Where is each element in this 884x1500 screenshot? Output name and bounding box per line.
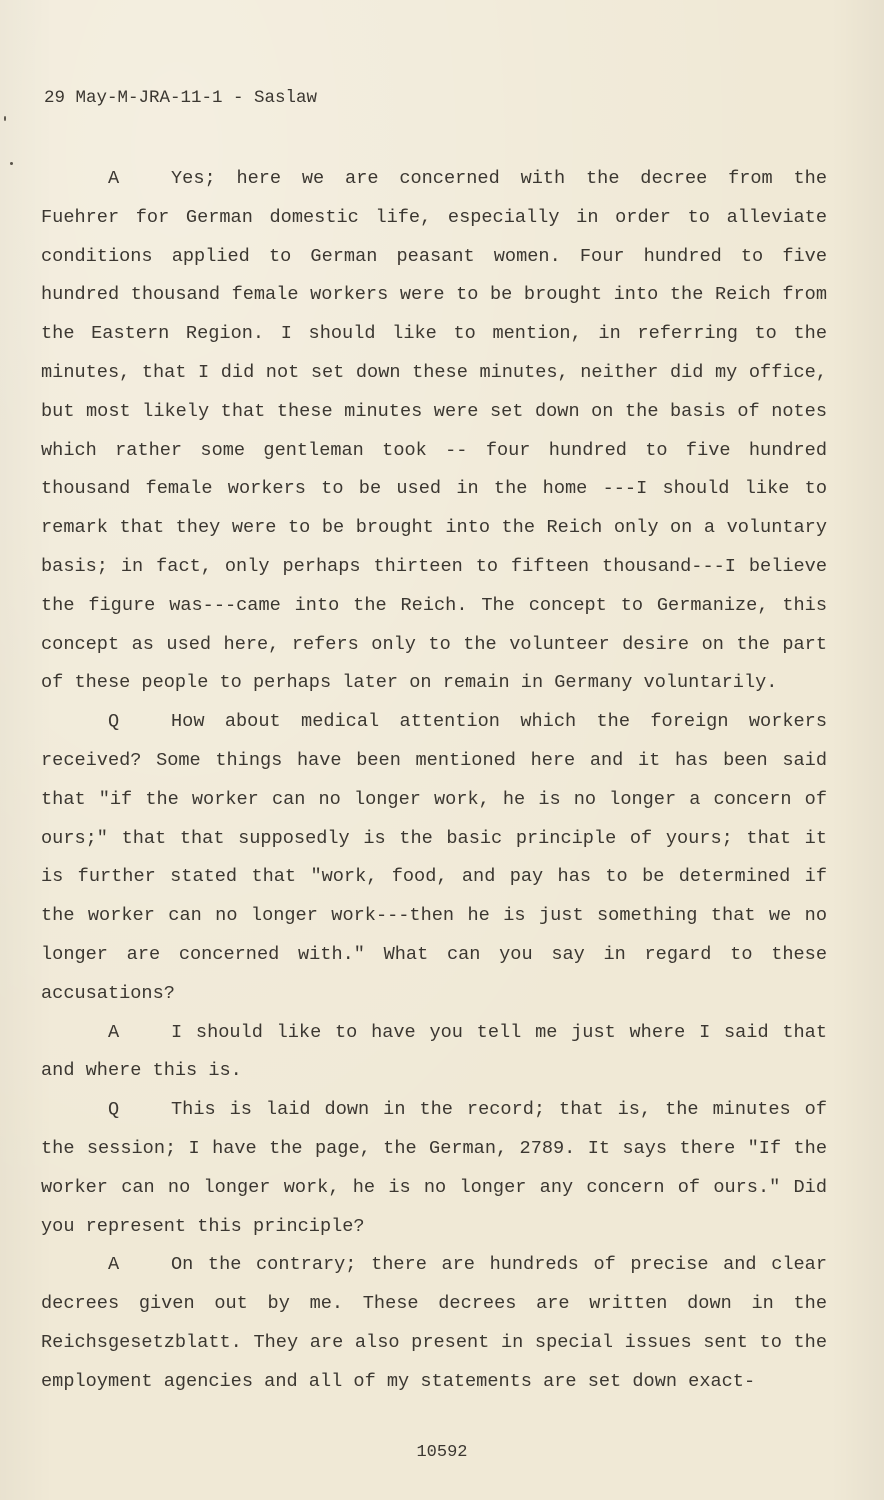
- testimony-paragraph: [41, 1246, 827, 1401]
- speaker-label: A: [108, 1254, 120, 1276]
- speaker-label: A: [108, 1021, 120, 1043]
- speaker-label: Q: [108, 711, 120, 733]
- testimony-paragraph: [41, 1014, 827, 1092]
- document-header: 29 May-M-JRA-11-1 - Saslaw: [44, 88, 318, 108]
- testimony-paragraph: [41, 1091, 827, 1246]
- margin-mark: [10, 162, 13, 165]
- paragraph-text: On the contrary; there are hundreds of precise and clear decrees given out by me. These decrees are written down in the Reichsgesetzblatt. They are also present in special issues sent to the employment agencies and all of my statements are set down exact-: [41, 1254, 827, 1392]
- paragraph-text: Yes; here we are concerned with the decree from the Fuehrer for German domestic life, especially in order to alleviate conditions applied to German peasant women. Four hundred to five hundred thousand female workers were to be brought into the Reich from the Eastern Region. I should like to mention, in referring to the minutes, that I did not set down these minutes, neither did my office, but most likely that these minutes were set down on the basis of notes which rather some gentleman took -- four hundred to five hundred thousand female workers to be used in the home ---I should like to remark that they were to be brought into the Reich only on a voluntary basis; in fact, only perhaps thirteen to fifteen thousand---I believe the figure was---came into the Reich. The concept to Germanize, this concept as used here, refers only to the volunteer desire on the part of these people to perhaps later on remain in Germany voluntarily.: [41, 168, 827, 694]
- document-body: [41, 160, 827, 1402]
- speaker-label: Q: [108, 1099, 120, 1121]
- paragraph-text: This is laid down in the record; that is, the minutes of the session; I have the page, the German, 2789. It says there "If the worker can no longer work, he is no longer any concern of ours." Did you represent this principle?: [41, 1099, 827, 1237]
- paragraph-text: How about medical attention which the foreign workers received? Some things have been mentioned here and it has been said that "if the worker can no longer work, he is no longer a concern of ours;" that that supposedly is the basic principle of yours; that it is further stated that "work, food, and pay has to be determined if the worker can no longer work---then he is just something that we no longer are concerned with." What can you say in regard to these accusations?: [41, 711, 827, 1004]
- page-number: 10592: [416, 1443, 468, 1462]
- testimony-paragraph: [41, 703, 827, 1013]
- paragraph-text: I should like to have you tell me just where I said that and where this is.: [41, 1021, 827, 1082]
- speaker-label: A: [108, 168, 120, 189]
- margin-mark: [4, 116, 6, 121]
- testimony-paragraph: [41, 160, 827, 703]
